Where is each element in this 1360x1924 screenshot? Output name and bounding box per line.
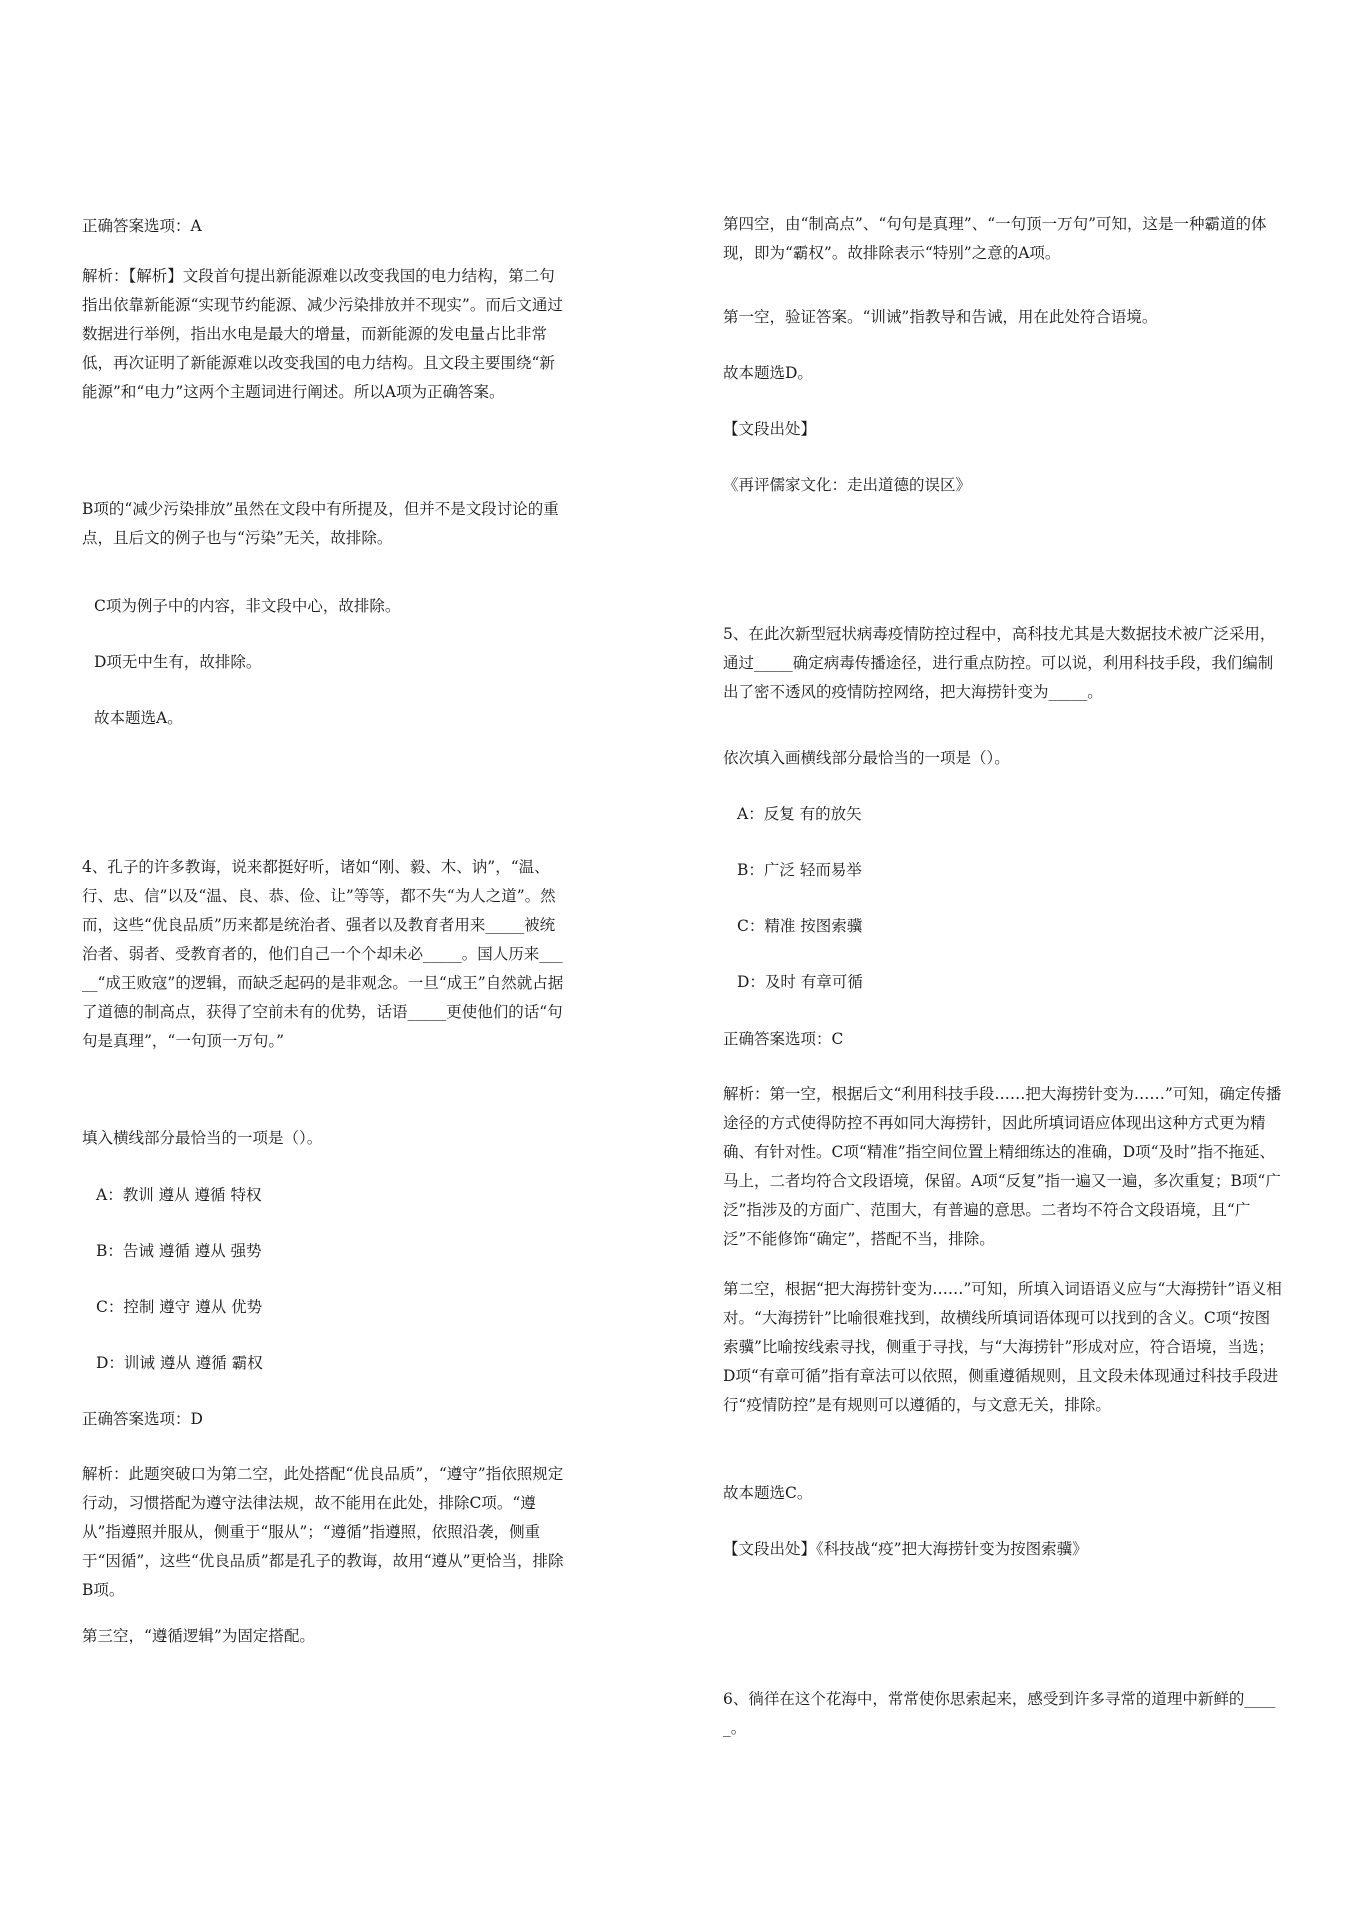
q4-analysis: 解析：此题突破口为第二空，此处搭配“优良品质”，“遵守”指依照规定行动，习惯搭配为遵守法律法规，故不能用在此处，排除C项。“遵从”指遵照并服从，侧重于“服从”；“遵循”指遵照，依照沿袭，侧重于“因循”，这些“优良品质”都是孔子的教诲，故用“遵从”更恰当，排除B项。 [82, 1465, 564, 1599]
q3-analysis: 解析：【解析】文段首句提出新能源难以改变我国的电力结构，第二句指出依靠新能源“实现节约能源、减少污染排放并不现实”。而后文通过数据进行举例，指出水电是最大的增量，而新能源的发电量占比非常低，再次证明了新能源难以改变我国的电力结构。且文段主要围绕“新能源”和“电力”这两个主题词进行阐述。所以A项为正确答案。 [82, 267, 563, 401]
q5-answer: 正确答案选项：C [723, 1030, 844, 1048]
q4-first-blank: 第一空，验证答案。“训诫”指教导和告诫，用在此处符合语境。 [723, 308, 1158, 326]
q4-answer: 正确答案选项：D [82, 1410, 203, 1428]
q6-stem: 6、徜徉在这个花海中，常常使你思索起来，感受到许多寻常的道理中新鲜的_____。 [723, 1690, 1276, 1737]
q4-option-b: B：告诫 遵循 遵从 强势 [96, 1242, 262, 1260]
q4-source: 《再评儒家文化：走出道德的误区》 [723, 476, 972, 494]
q3-option-b-analysis: B项的“减少污染排放”虽然在文段中有所提及，但并不是文段讨论的重点，且后文的例子也与“污染”无关，故排除。 [82, 500, 559, 547]
q3-final: 故本题选A。 [94, 709, 183, 727]
q5-stem: 5、在此次新型冠状病毒疫情防控过程中，高科技尤其是大数据技术被广泛采用，通过_____确定病毒传播途径，进行重点防控。可以说，利用科技手段，我们编制出了密不透风的疫情防控网络，把大海捞针变为_____。 [723, 625, 1276, 701]
q4-option-a: A：教训 遵从 遵循 特权 [96, 1186, 262, 1204]
q5-option-a: A：反复 有的放矢 [737, 805, 862, 823]
q5-option-d: D：及时 有章可循 [737, 973, 863, 991]
q5-source: 【文段出处】《科技战“疫”把大海捞针变为按图索骥》 [723, 1540, 1088, 1558]
q4-fourth-blank: 第四空，由“制高点”、“句句是真理”、“一句顶一万句”可知，这是一种霸道的体现，即为“霸权”。故排除表示“特别”之意的A项。 [723, 215, 1267, 262]
q5-option-b: B：广泛 轻而易举 [737, 861, 862, 879]
q5-prompt: 依次填入画横线部分最恰当的一项是（）。 [723, 749, 1010, 767]
q3-option-d-analysis: D项无中生有，故排除。 [94, 653, 262, 671]
q4-third-blank: 第三空，“遵循逻辑”为固定搭配。 [82, 1627, 315, 1645]
q4-stem: 4、孔子的许多教诲，说来都挺好听，诸如“刚、毅、木、讷”，“温、行、忠、信”以及“温、良、恭、俭、让”等等，都不失“为人之道”。然而，这些“优良品质”历来都是统治者、强者以及教育者用来_____被统治者、弱者、受教育者的，他们自己一个个却未必_____。国人历来_____“成王败寇”的逻辑，而缺乏起码的是非观念。一旦“成王”自然就占据了道德的制高点，获得了空前未有的优势，话语_____更使他们的话“句句是真理”，“一句顶一万句。” [82, 858, 564, 1050]
q4-source-label: 【文段出处】 [723, 420, 817, 438]
q5-option-c: C：精准 按图索骥 [737, 917, 863, 935]
q5-final: 故本题选C。 [723, 1484, 813, 1502]
q4-option-c: C：控制 遵守 遵从 优势 [96, 1298, 263, 1316]
q4-final: 故本题选D。 [723, 364, 813, 382]
q3-answer: 正确答案选项：A [82, 217, 202, 235]
q5-analysis-second-blank: 第二空，根据“把大海捞针变为……”可知，所填入词语语义应与“大海捞针”语义相对。“大海捞针”比喻很难找到，故横线所填词语体现可以找到的含义。C项“按图索骥”比喻按线索寻找，侧重于寻找，与“大海捞针”形成对应，符合语境，当选；D项“有章可循”指有章法可以依照，侧重遵循规则，且文段未体现通过科技手段进行“疫情防控”是有规则可以遵循的，与文意无关，排除。 [723, 1280, 1282, 1414]
q3-option-c-analysis: C项为例子中的内容，非文段中心，故排除。 [94, 597, 401, 615]
q5-analysis-first-blank: 解析：第一空，根据后文“利用科技手段……把大海捞针变为……”可知，确定传播途径的方式使得防控不再如同大海捞针，因此所填词语应体现出这种方式更为精确、有针对性。C项“精准”指空间位置上精细练达的准确，D项“及时”指不拖延、马上，二者均符合文段语境，保留。A项“反复”指一遍又一遍，多次重复；B项“广泛”指涉及的方面广、范围大，有普遍的意思。二者均不符合文段语境，且“广泛”不能修饰“确定”，搭配不当，排除。 [723, 1085, 1282, 1248]
q4-prompt: 填入横线部分最恰当的一项是（）。 [82, 1129, 323, 1147]
q4-option-d: D：训诫 遵从 遵循 霸权 [96, 1354, 263, 1372]
